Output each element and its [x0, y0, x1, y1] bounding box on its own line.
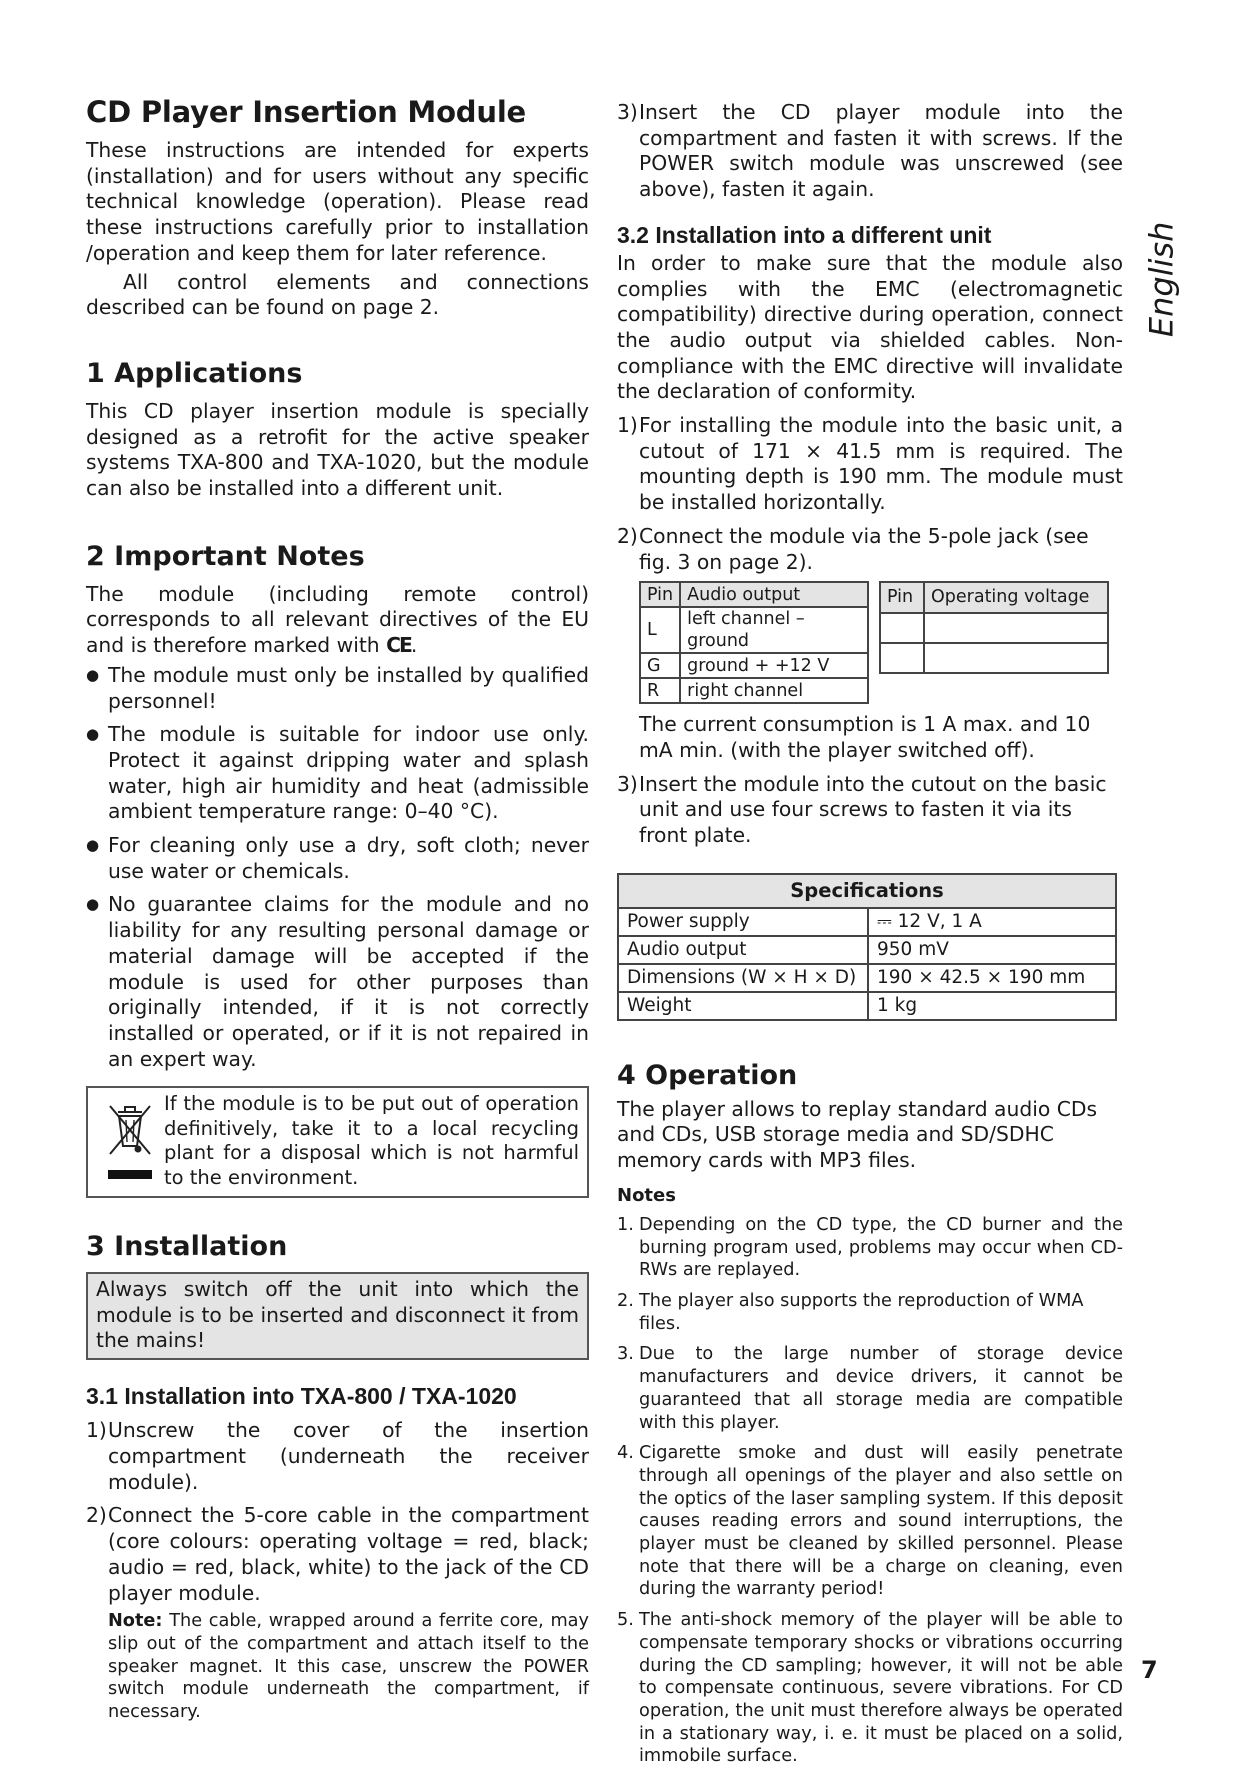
- table-cell: G: [640, 653, 680, 678]
- pin-tables: [639, 581, 1123, 704]
- install-note-label: Note:: [108, 1611, 163, 1632]
- operation-note-text: Cigarette smoke and dust will easily penetrate through all openings of the player and also settle on the optics of the laser sampling system. If this deposit causes reading errors and sound interruptions, the player must be cleaned by skilled personnel. Please note that there will be a charge on cleaning, even during the warranty period!: [639, 1443, 1123, 1600]
- language-label: English: [1143, 221, 1181, 338]
- weee-bin-icon: [104, 1092, 164, 1188]
- install-step-text: Connect the module via the 5-pole jack (see fig. 3 on page 2).: [639, 523, 1089, 574]
- install-step: [86, 1503, 589, 1606]
- ce-mark: CE: [386, 633, 411, 658]
- table-cell: ground + +12 V: [680, 653, 868, 678]
- left-column: [86, 94, 589, 1724]
- operation-note-text: The anti-shock memory of the player will be able to compensate temporary shocks or vibrations occurring during the CD sampling; however, it will not be able to compensate continuous, severe vibrations. For CD operation, the unit must therefore always be operated in a stationary way, i. e. it must be placed on a solid, immobile surface.: [639, 1610, 1123, 1767]
- notes-text: [86, 582, 589, 659]
- operation-note: [617, 1290, 1123, 1335]
- current-consumption: The current consumption is 1 A max. and 10 mA min. (with the player switched off).: [639, 712, 1091, 762]
- safety-warning-text: Always switch off the unit into which the module is to be inserted and disconnect it from the mains!: [96, 1277, 579, 1352]
- spec-label: Dimensions (W × H × D): [618, 964, 868, 992]
- safety-warning: [86, 1272, 589, 1360]
- notes-text-end: .: [410, 633, 418, 658]
- spec-value: 1 kg: [868, 992, 1116, 1020]
- install-step-number: 2): [617, 523, 638, 548]
- table-row: [640, 607, 868, 653]
- operation-note-number: 3.: [617, 1344, 634, 1365]
- install-note: [108, 1610, 589, 1724]
- install-step: [617, 413, 1123, 516]
- operation-note-text: Due to the large number of storage device manufacturers and device drivers, it cannot be guaranteed that all storage media are compatible with this player.: [639, 1344, 1123, 1433]
- spec-label: Weight: [618, 992, 868, 1020]
- install-step-number: 2): [86, 1503, 107, 1528]
- right-column: [617, 100, 1123, 1768]
- install-step: [86, 1418, 589, 1495]
- table-row: [618, 874, 1116, 908]
- table-row: [618, 964, 1116, 992]
- table-cell: right channel: [680, 678, 868, 703]
- subsection-heading-different-unit: 3.2 Installation into a different unit: [617, 221, 992, 248]
- spec-value: 190 × 42.5 × 190 mm: [868, 964, 1116, 992]
- install-step-text: For installing the module into the basic unit, a cutout of 171 × 41.5 mm is required. The mounting depth is 190 mm. The module must be installed horizontally.: [639, 413, 1123, 515]
- operation-note: [617, 1214, 1123, 1282]
- spec-value: 950 mV: [868, 936, 1116, 964]
- notes-heading: Notes: [617, 1184, 676, 1206]
- table-cell: L: [640, 607, 680, 653]
- page-title: CD Player Insertion Module: [86, 95, 527, 129]
- intro-paragraph-2: All control elements and connections described can be found on page 2.: [86, 269, 589, 320]
- operation-note: [617, 1609, 1123, 1768]
- table-row: [618, 992, 1116, 1020]
- table-header-pin: Pin: [640, 582, 680, 607]
- table-cell: [924, 613, 1108, 643]
- recycling-notice: [86, 1086, 589, 1198]
- install-step: [617, 772, 1123, 849]
- operation-note: [617, 1343, 1123, 1434]
- notes-bullet: ● The module must only be installed by qualified personnel!: [86, 663, 589, 714]
- table-cell: [924, 673, 1108, 703]
- section-heading-notes: 2 Important Notes: [86, 540, 365, 572]
- install-note-text: The cable, wrapped around a ferrite core, may slip out of the compartment and attach itself to the speaker magnet. It this case, unscrew the POWER switch module underneath the compartment, if necessary.: [108, 1611, 589, 1723]
- operation-note-number: 1.: [617, 1214, 634, 1235]
- operation-note-text: Depending on the CD type, the CD burner and the burning program used, problems may occur when CD-RWs are replayed.: [639, 1214, 1123, 1281]
- section-heading-applications: 1 Applications: [86, 357, 303, 389]
- install-step-text: Insert the CD player module into the compartment and fasten it with screws. If the POWER switch module was unscrewed (see above), fasten it again.: [639, 100, 1123, 202]
- language-tab: [1143, 222, 1181, 338]
- table-row: [640, 678, 868, 703]
- table-cell: [880, 643, 924, 673]
- table-row: [880, 582, 1108, 612]
- table-row: [618, 908, 1116, 936]
- spec-label: Power supply: [618, 908, 868, 936]
- table-row: [618, 936, 1116, 964]
- specifications-title: Specifications: [618, 874, 1116, 908]
- notes-bullet: ● The module is suitable for indoor use only. Protect it against dripping water and splash water, high air humidity and heat (admissible ambient temperature range: 0–40 °C).: [86, 722, 589, 825]
- table-cell: [924, 643, 1108, 673]
- section-heading-operation: 4 Operation: [617, 1059, 798, 1091]
- specifications-table: [617, 873, 1117, 1021]
- recycling-text: If the module is to be put out of operation definitively, take it to a local recycling plant for a disposal which is not harmful to the environment.: [164, 1092, 579, 1189]
- table-cell: R: [640, 678, 680, 703]
- install-step: [617, 524, 1123, 575]
- section-heading-installation: 3 Installation: [86, 1231, 288, 1263]
- table-cell: [880, 613, 924, 643]
- table-row: [640, 582, 868, 607]
- table-header-audio: Audio output: [680, 582, 868, 607]
- table-header-voltage: Operating voltage: [924, 582, 1108, 612]
- table-header-pin: Pin: [880, 582, 924, 612]
- install-step-text: Unscrew the cover of the insertion compartment (underneath the receiver module).: [108, 1418, 589, 1494]
- operation-note-text: The player also supports the reproduction of WMA files.: [639, 1290, 1084, 1334]
- notes-bullet: ● No guarantee claims for the module and no liability for any resulting personal damage or material damage will be accepted if the module is used for other purposes than originally intended, if it is not correctly installed or operated, or if it is not repaired in an expert way.: [86, 892, 589, 1072]
- operation-note-number: 5.: [617, 1610, 634, 1631]
- table-row: [880, 673, 1108, 703]
- install-step: [617, 100, 1123, 203]
- operation-note: [617, 1442, 1123, 1601]
- table-cell: [880, 673, 924, 703]
- spec-label: Audio output: [618, 936, 868, 964]
- install-step-number: 3): [617, 100, 638, 124]
- table-row: [640, 653, 868, 678]
- subsection-heading-txa: 3.1 Installation into TXA-800 / TXA-1020: [86, 1383, 517, 1410]
- audio-pin-table: [639, 581, 869, 704]
- install-step-text: Connect the 5-core cable in the compartment (core colours: operating voltage = red, black; audio = red, black, white) to the jack of the CD player module.: [108, 1503, 589, 1605]
- page-number: 7: [1141, 1656, 1158, 1684]
- emc-text: In order to make sure that the module also complies with the EMC (electromagnetic compatibility) directive during operation, connect the audio output via shielded cables. Non-compliance with the EMC directive will invalidate the declaration of conformity.: [617, 250, 1123, 404]
- table-row: [880, 643, 1108, 673]
- spec-value: ⎓ 12 V, 1 A: [868, 908, 1116, 936]
- voltage-pin-table: [879, 581, 1109, 704]
- install-step-number: 1): [86, 1418, 107, 1443]
- notes-bullet: ● For cleaning only use a dry, soft cloth; never use water or chemicals.: [86, 833, 589, 884]
- operation-text: The player allows to replay standard audio CDs and CDs, USB storage media and SD/SDHC memory cards with MP3 files.: [617, 1096, 1098, 1173]
- table-cell: left channel – ground: [680, 607, 868, 653]
- install-step-number: 1): [617, 413, 638, 438]
- install-step-text: Insert the module into the cutout on the basic unit and use four screws to fasten it via its front plate.: [639, 771, 1107, 848]
- operation-note-number: 4.: [617, 1443, 634, 1464]
- intro-paragraph: These instructions are intended for experts (installation) and for users without any specific technical knowledge (operation). Please read these instructions carefully prior to installation /operation and keep them for later reference.: [86, 138, 589, 265]
- operation-note-number: 2.: [617, 1290, 634, 1311]
- applications-text: This CD player insertion module is specially designed as a retrofit for the active speaker systems TXA-800 and TXA-1020, but the module can also be installed into a different unit.: [86, 398, 589, 501]
- install-step-number: 3): [617, 771, 638, 796]
- notes-text-body: The module (including remote control) corresponds to all relevant directives of the EU and is therefore marked with: [86, 581, 589, 658]
- table-row: [880, 613, 1108, 643]
